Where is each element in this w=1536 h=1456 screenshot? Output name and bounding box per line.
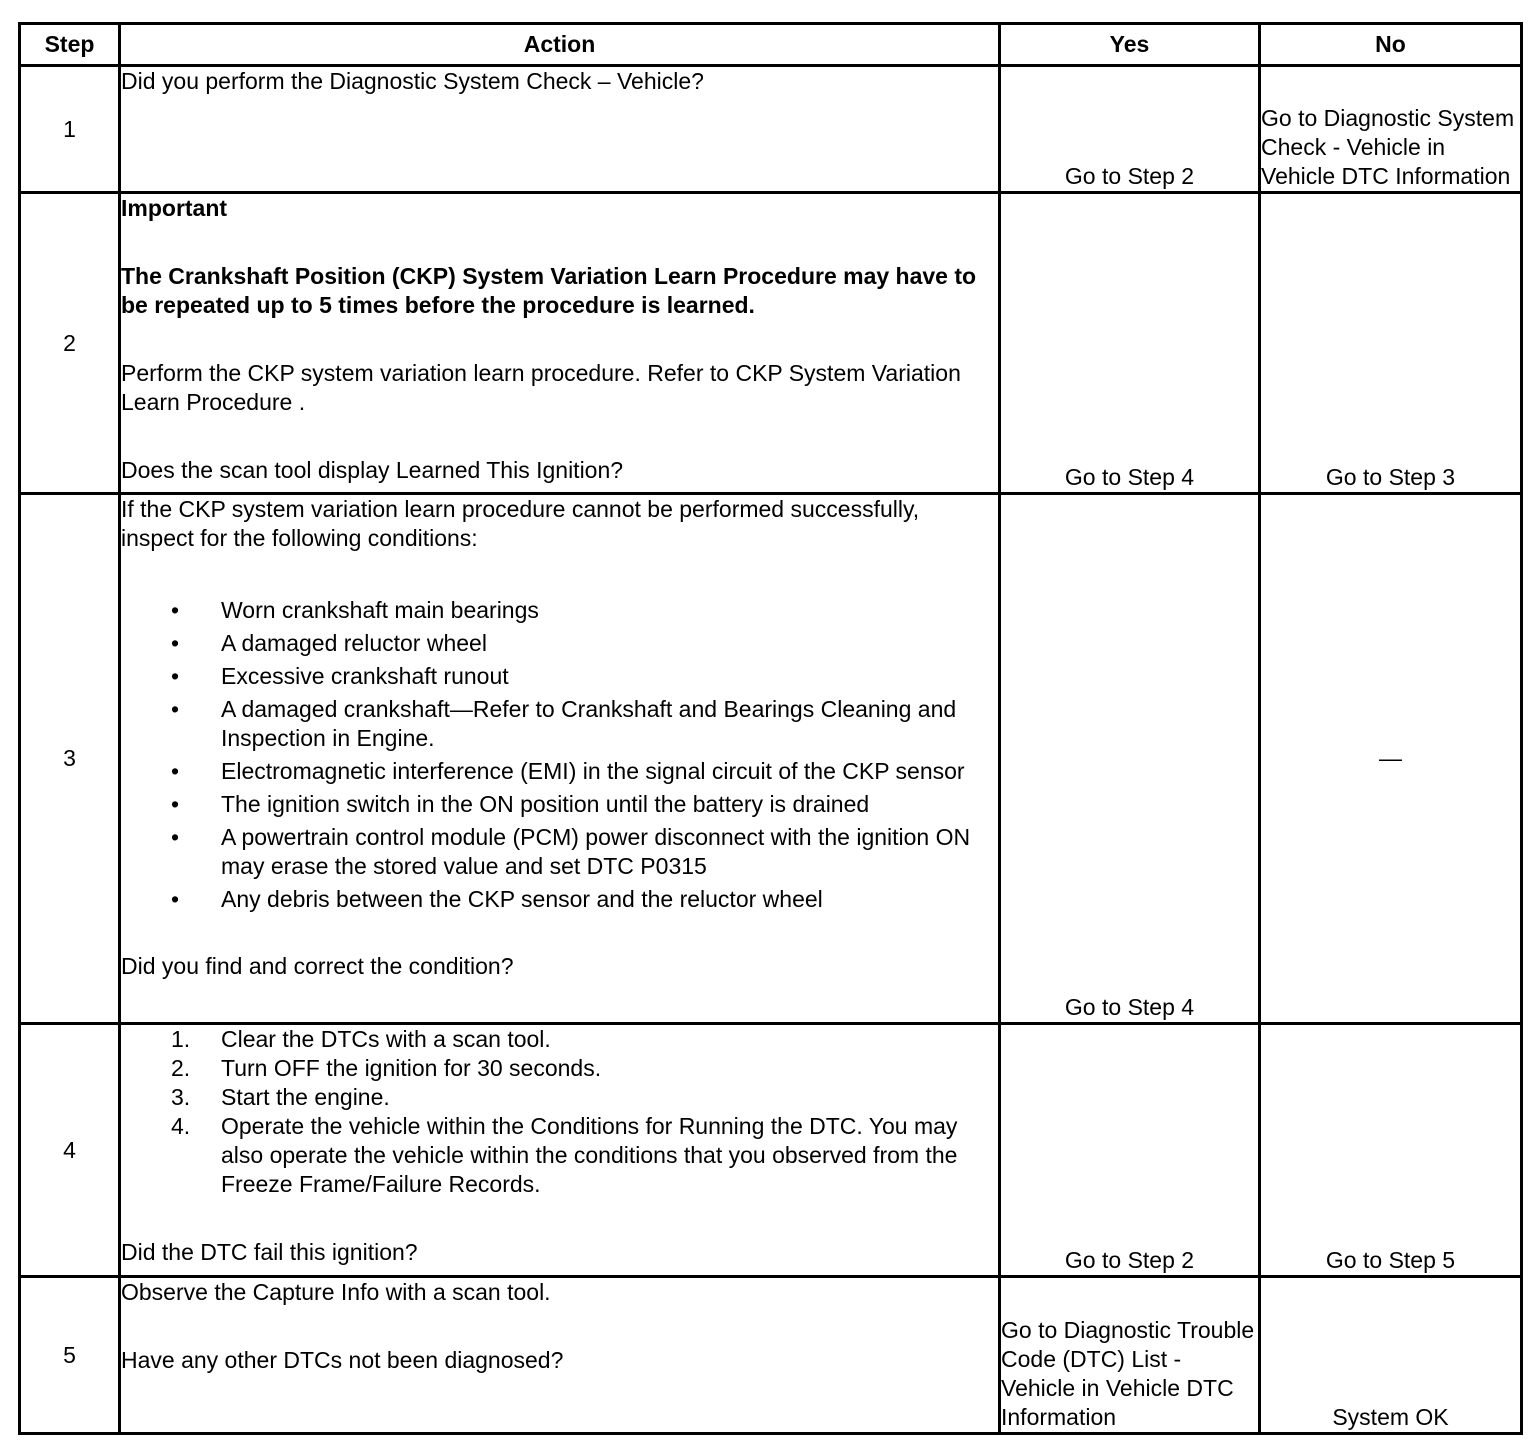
- action-instruction: Perform the CKP system variation learn procedure. Refer to CKP System Variation Learn Procedure .: [121, 360, 961, 415]
- list-item: [121, 1112, 998, 1199]
- list-item-text: The ignition switch in the ON position until the battery is drained: [221, 791, 870, 817]
- action-question: Did you perform the Diagnostic System Check – Vehicle?: [121, 68, 704, 94]
- list-item-text: Excessive crankshaft runout: [221, 663, 509, 689]
- no-cell: Go to Diagnostic System Check - Vehicle in Vehicle DTC Information: [1260, 66, 1522, 193]
- bullet-icon: •: [171, 824, 180, 850]
- diagnostic-table: [18, 22, 1523, 1435]
- list-item: [121, 695, 998, 753]
- header-step: Step: [20, 24, 120, 66]
- list-item: [121, 629, 998, 658]
- table-row: [20, 193, 1522, 494]
- no-cell: Go to Step 3: [1260, 193, 1522, 494]
- no-cell: Go to Step 5: [1260, 1024, 1522, 1277]
- action-cell: [120, 66, 1000, 193]
- list-item-text: Start the engine.: [221, 1084, 390, 1110]
- conditions-list: [121, 596, 998, 914]
- header-action: Action: [120, 24, 1000, 66]
- action-instruction: Observe the Capture Info with a scan tool.: [121, 1279, 551, 1305]
- header-yes: Yes: [1000, 24, 1260, 66]
- list-item: [121, 757, 998, 786]
- bullet-icon: •: [171, 630, 180, 656]
- header-row: [20, 24, 1522, 66]
- list-item-text: Electromagnetic interference (EMI) in the signal circuit of the CKP sensor: [221, 758, 965, 784]
- procedure-list: [121, 1025, 998, 1199]
- yes-cell: Go to Step 4: [1000, 494, 1260, 1024]
- list-item-text: Worn crankshaft main bearings: [221, 597, 539, 623]
- list-item-text: A damaged reluctor wheel: [221, 630, 487, 656]
- list-item: [121, 790, 998, 819]
- header-no: No: [1260, 24, 1522, 66]
- action-cell: [120, 193, 1000, 494]
- list-item-text: Operate the vehicle within the Conditions for Running the DTC. You may also operate the vehicle within the conditions that you observed from the Freeze Frame/Failure Records.: [221, 1113, 958, 1197]
- yes-cell: Go to Step 2: [1000, 1024, 1260, 1277]
- action-intro: If the CKP system variation learn procedure cannot be performed successfully, inspect for the following conditions:: [121, 496, 920, 551]
- no-cell: System OK: [1260, 1277, 1522, 1434]
- list-item: [121, 823, 998, 881]
- list-item: [121, 1025, 998, 1054]
- list-item: [121, 885, 998, 914]
- step-index: 3.: [171, 1084, 191, 1110]
- list-item: [121, 596, 998, 625]
- step-number: 4: [20, 1024, 120, 1277]
- list-item-text: Turn OFF the ignition for 30 seconds.: [221, 1055, 602, 1081]
- bullet-icon: •: [171, 597, 180, 623]
- bullet-icon: •: [171, 758, 180, 784]
- step-number: 1: [20, 66, 120, 193]
- table-row: [20, 494, 1522, 1024]
- action-cell: [120, 1024, 1000, 1277]
- bullet-icon: •: [171, 886, 180, 912]
- list-item-text: Clear the DTCs with a scan tool.: [221, 1026, 551, 1052]
- step-index: 1.: [171, 1026, 191, 1052]
- important-note: The Crankshaft Position (CKP) System Variation Learn Procedure may have to be repeated up to 5 times before the procedure is learned.: [121, 263, 977, 318]
- step-index: 2.: [171, 1055, 191, 1081]
- step-number: 5: [20, 1277, 120, 1434]
- yes-cell: Go to Diagnostic Trouble Code (DTC) List - Vehicle in Vehicle DTC Information: [1000, 1277, 1260, 1434]
- table-row: [20, 66, 1522, 193]
- bullet-icon: •: [171, 663, 180, 689]
- action-cell: [120, 494, 1000, 1024]
- bullet-icon: •: [171, 791, 180, 817]
- important-label: Important: [121, 195, 228, 221]
- action-cell: [120, 1277, 1000, 1434]
- list-item-text: Any debris between the CKP sensor and the reluctor wheel: [221, 886, 823, 912]
- bullet-icon: •: [171, 696, 180, 722]
- list-item-text: A damaged crankshaft—Refer to Crankshaft and Bearings Cleaning and Inspection in Engine.: [221, 696, 957, 751]
- action-question: Did you find and correct the condition?: [121, 953, 514, 979]
- list-item: [121, 1054, 998, 1083]
- no-cell: —: [1260, 494, 1522, 1024]
- step-index: 4.: [171, 1113, 191, 1139]
- table-row: [20, 1277, 1522, 1434]
- action-question: Have any other DTCs not been diagnosed?: [121, 1347, 564, 1373]
- list-item-text: A powertrain control module (PCM) power disconnect with the ignition ON may erase the stored value and set DTC P0315: [221, 824, 971, 879]
- list-item: [121, 662, 998, 691]
- table-row: [20, 1024, 1522, 1277]
- action-question: Does the scan tool display Learned This Ignition?: [121, 457, 624, 483]
- list-item: [121, 1083, 998, 1112]
- yes-cell: Go to Step 4: [1000, 193, 1260, 494]
- yes-cell: Go to Step 2: [1000, 66, 1260, 193]
- step-number: 2: [20, 193, 120, 494]
- step-number: 3: [20, 494, 120, 1024]
- action-question: Did the DTC fail this ignition?: [121, 1239, 418, 1265]
